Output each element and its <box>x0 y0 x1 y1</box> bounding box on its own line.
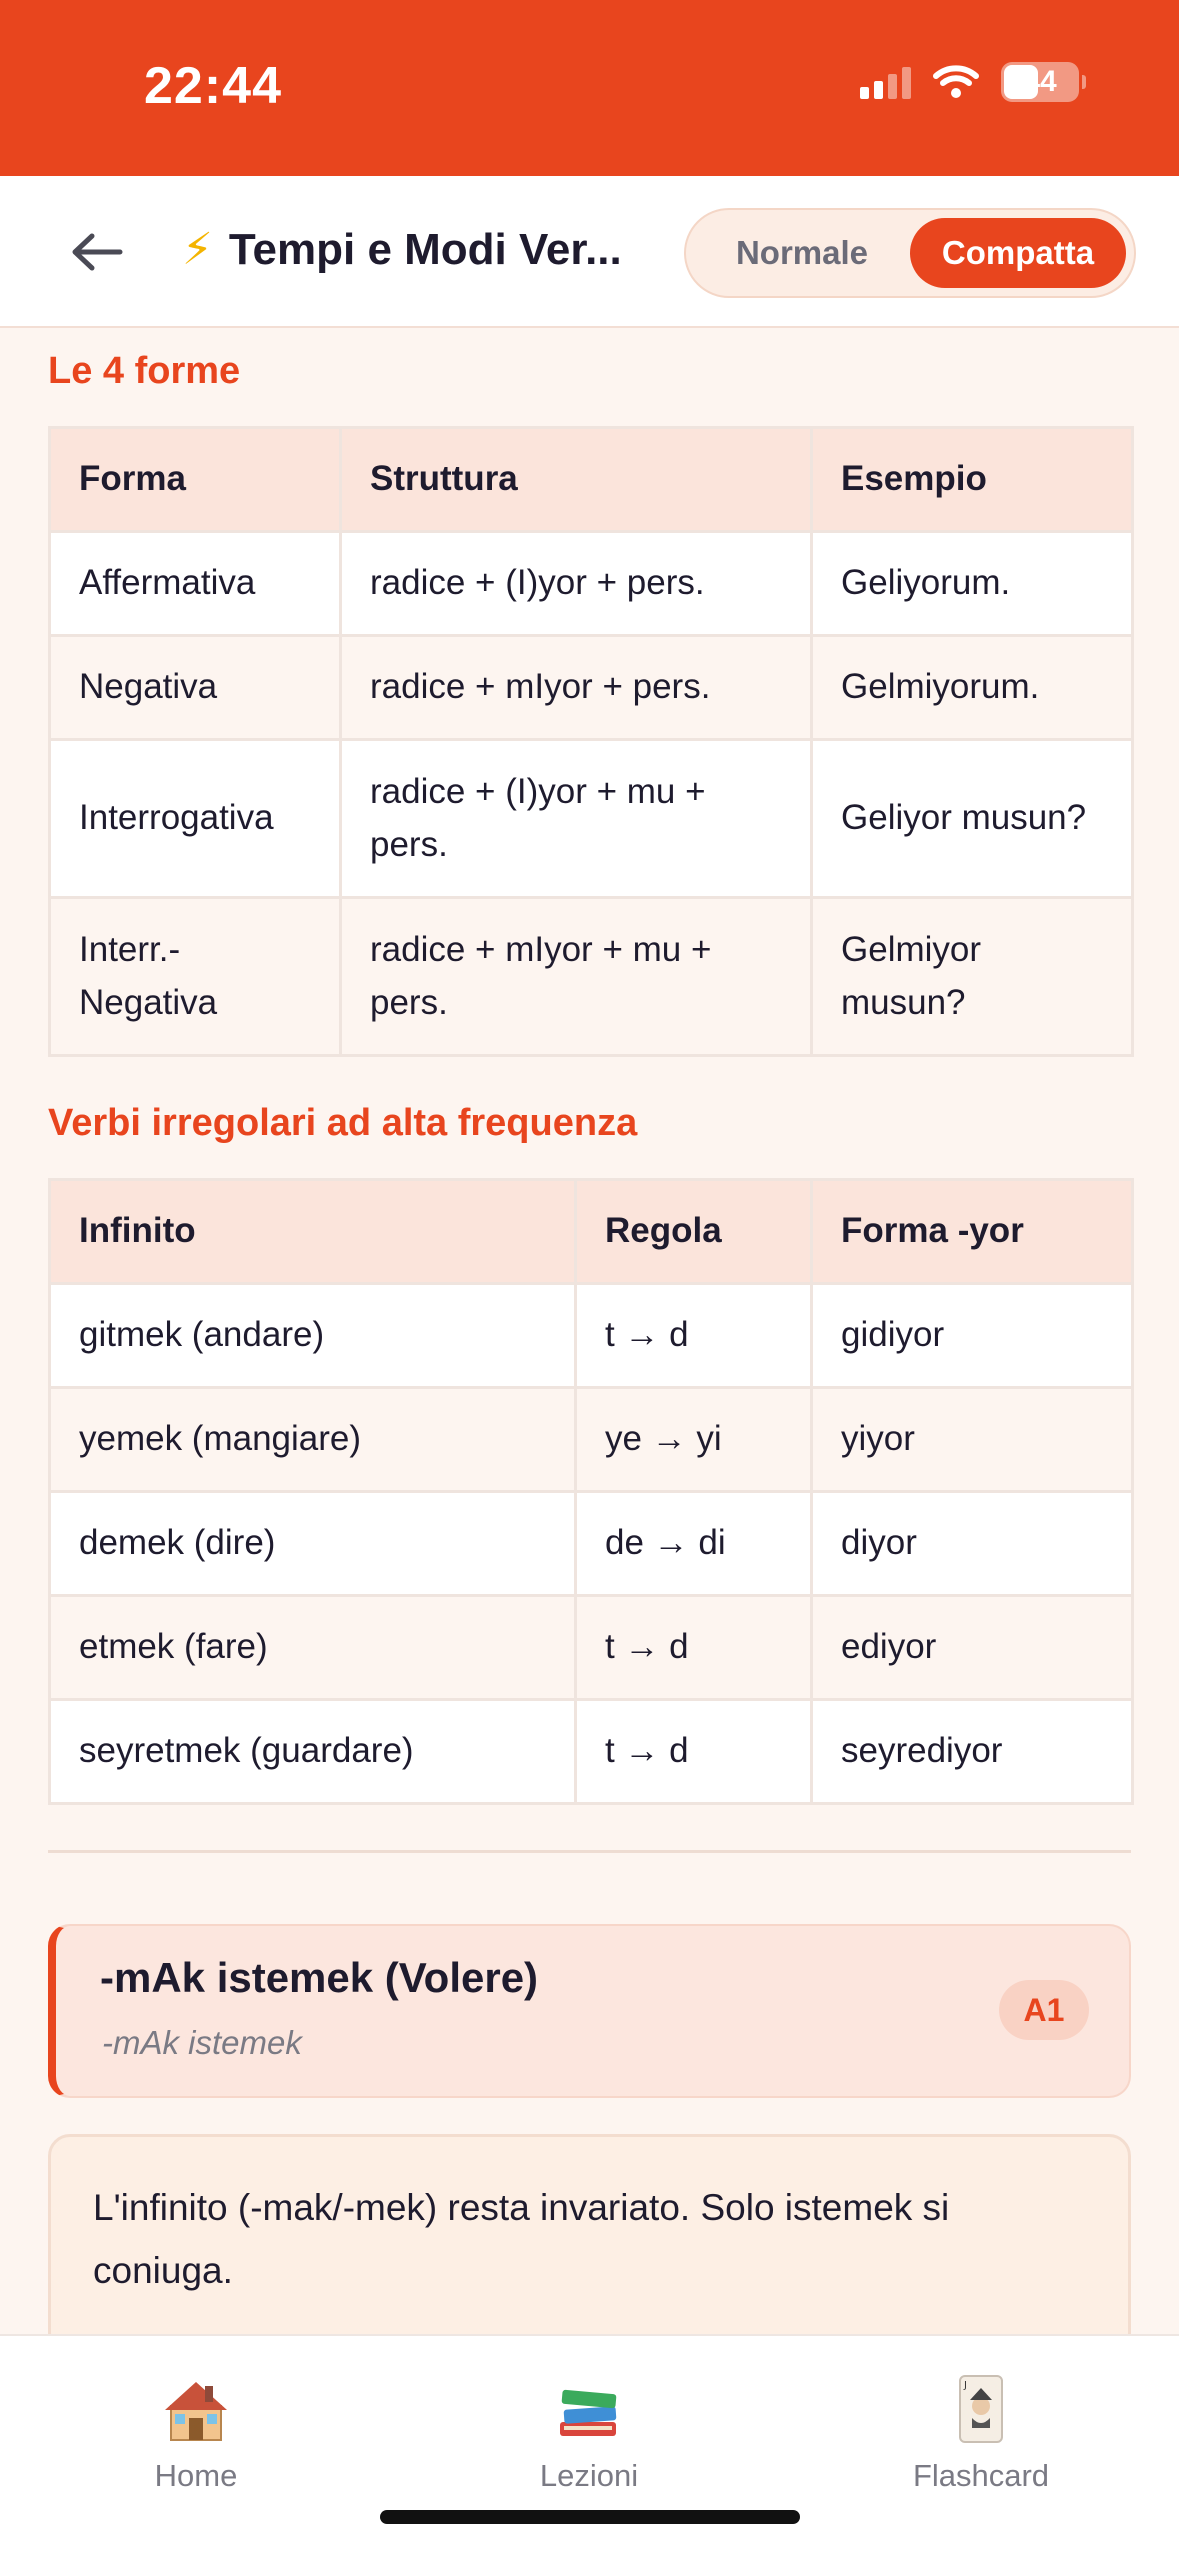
table-cell: t → d <box>576 1700 812 1804</box>
status-bar <box>0 0 1179 176</box>
svg-text:J: J <box>964 2380 967 2391</box>
battery-level: 44 <box>1023 65 1057 98</box>
table-cell: yemek (mangiare) <box>50 1388 576 1492</box>
table-cell: diyor <box>812 1492 1133 1596</box>
level-badge: A1 <box>999 1980 1089 2040</box>
note-card <box>48 2134 1131 2335</box>
table-cell: Interr.-Negativa <box>50 898 341 1056</box>
table-row <box>50 1284 1133 1388</box>
tab-lezioni[interactable] <box>459 2372 719 2494</box>
house-icon <box>159 2372 233 2446</box>
view-mode-toggle[interactable] <box>684 208 1136 298</box>
irregular-verbs-table <box>48 1178 1134 1805</box>
table-cell: Interrogativa <box>50 740 341 898</box>
tab-home[interactable] <box>66 2372 326 2494</box>
books-icon <box>552 2372 626 2446</box>
table-cell: demek (dire) <box>50 1492 576 1596</box>
home-indicator <box>380 2510 800 2524</box>
section-heading-irregular: Verbi irregolari ad alta frequenza <box>48 1102 638 1144</box>
section-divider <box>48 1850 1131 1853</box>
lightning-icon: ⚡ <box>182 225 213 274</box>
app-header <box>0 176 1179 328</box>
cellular-signal-icon <box>860 65 911 99</box>
table-row <box>50 740 1133 898</box>
column-header: Forma <box>50 428 341 532</box>
table-cell: Geliyor musun? <box>812 740 1133 898</box>
tab-label: Home <box>154 2458 238 2493</box>
table-cell: radice + (I)yor + mu + pers. <box>341 740 812 898</box>
table-row <box>50 1700 1133 1804</box>
table-cell: Negativa <box>50 636 341 740</box>
toggle-compatta[interactable]: Compatta <box>910 218 1126 288</box>
joker-card-icon <box>944 2372 1018 2446</box>
table-header-row <box>50 428 1133 532</box>
table-row <box>50 532 1133 636</box>
table-cell: seyrediyor <box>812 1700 1133 1804</box>
table-row <box>50 1492 1133 1596</box>
table-cell: gitmek (andare) <box>50 1284 576 1388</box>
table-cell: Gelmiyorum. <box>812 636 1133 740</box>
table-cell: Geliyorum. <box>812 532 1133 636</box>
lesson-content[interactable] <box>0 330 1179 2335</box>
table-cell: yiyor <box>812 1388 1133 1492</box>
tab-flashcard[interactable] <box>851 2372 1111 2494</box>
table-cell: Gelmiyor musun? <box>812 898 1133 1056</box>
lesson-title: -mAk istemek (Volere) <box>100 1954 539 2001</box>
column-header: Infinito <box>50 1180 576 1284</box>
tab-label: Lezioni <box>539 2458 639 2493</box>
battery-icon <box>1001 62 1079 102</box>
table-row <box>50 1596 1133 1700</box>
lesson-card[interactable] <box>48 1924 1131 2098</box>
lesson-subtitle: -mAk istemek <box>102 2024 302 2061</box>
table-header-row <box>50 1180 1133 1284</box>
table-cell: Affermativa <box>50 532 341 636</box>
table-cell: ediyor <box>812 1596 1133 1700</box>
table-cell: radice + (I)yor + pers. <box>341 532 812 636</box>
page-title: Tempi e Modi Ver... <box>228 224 622 274</box>
status-icons <box>860 62 1079 102</box>
table-cell: t → d <box>576 1284 812 1388</box>
wifi-icon <box>933 65 979 99</box>
table-cell: ye → yi <box>576 1388 812 1492</box>
table-cell: radice + mIyor + pers. <box>341 636 812 740</box>
table-row <box>50 1388 1133 1492</box>
column-header: Forma -yor <box>812 1180 1133 1284</box>
status-time: 22:44 <box>144 57 282 115</box>
column-header: Struttura <box>341 428 812 532</box>
title-wrap <box>182 224 622 275</box>
column-header: Esempio <box>812 428 1133 532</box>
table-cell: t → d <box>576 1596 812 1700</box>
note-text: L'infinito (-mak/-mek) resta invariato. Solo istemek si coniuga. <box>93 2187 950 2291</box>
toggle-normale[interactable]: Normale <box>735 234 869 271</box>
table-cell: gidiyor <box>812 1284 1133 1388</box>
table-cell: etmek (fare) <box>50 1596 576 1700</box>
forms-table <box>48 426 1134 1057</box>
table-cell: seyretmek (guardare) <box>50 1700 576 1804</box>
arrow-left-icon <box>70 232 124 272</box>
section-heading-forms: Le 4 forme <box>48 350 241 392</box>
column-header: Regola <box>576 1180 812 1284</box>
table-cell: radice + mIyor + mu + pers. <box>341 898 812 1056</box>
table-row <box>50 898 1133 1056</box>
tab-label: Flashcard <box>912 2458 1050 2493</box>
table-cell: de → di <box>576 1492 812 1596</box>
table-row <box>50 636 1133 740</box>
back-button[interactable] <box>62 222 132 282</box>
